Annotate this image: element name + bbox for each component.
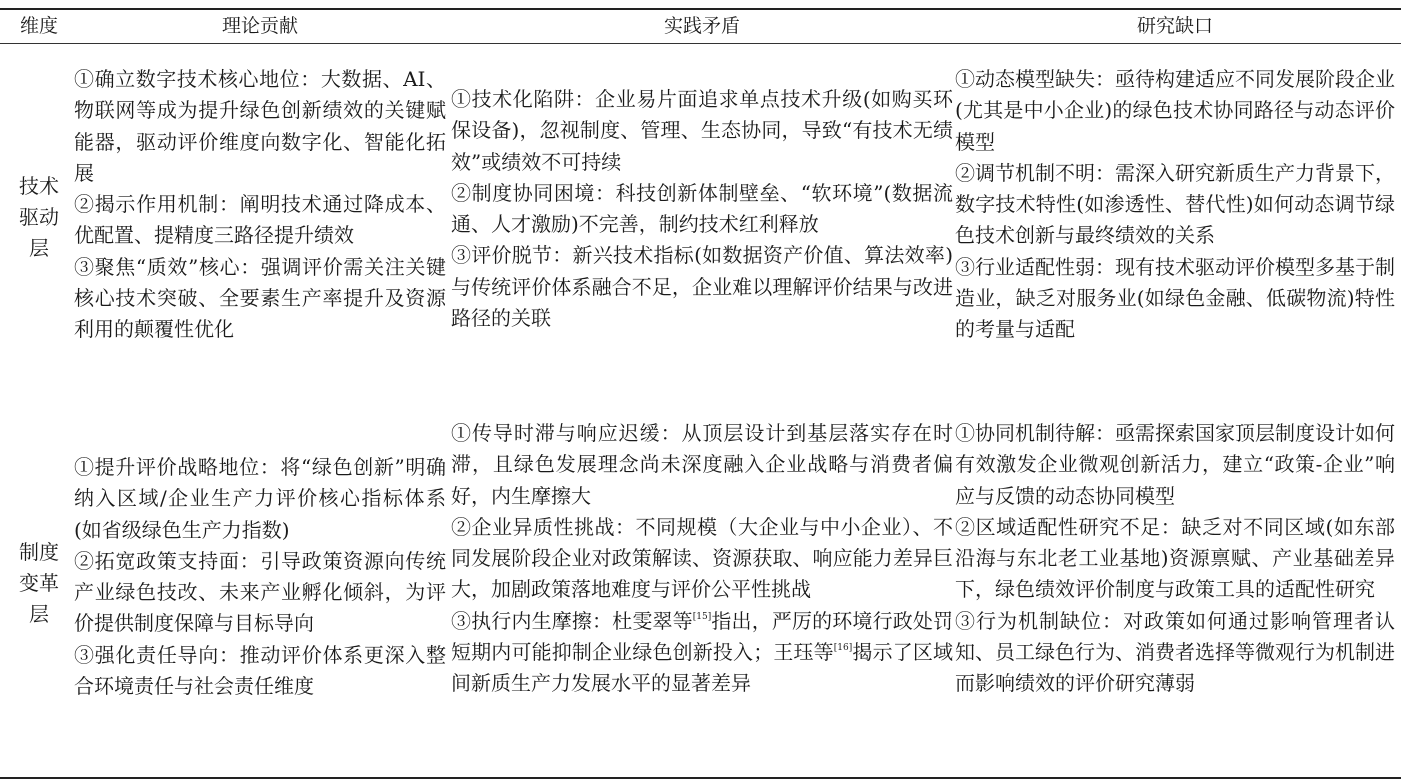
- theory-item: ①确立数字技术核心地位：大数据、AI、物联网等成为提升绿色创新绩效的关键赋能器，驱动评价维度向数字化、智能化拓展: [74, 67, 446, 185]
- header-gaps: 研究缺口: [1136, 15, 1213, 37]
- row-dimension-label: [14, 171, 64, 264]
- gap-item: ②区域适配性研究不足：缺乏对不同区域(如东部沿海与东北老工业基地)资源禀赋、产业基础差异下，绿色绩效评价制度与政策工具的适配性研究: [955, 514, 1395, 602]
- dimension-line: 层: [29, 602, 49, 626]
- practice-item: ②制度协同困境：科技创新体制壁垒、“软环境”(数据流通、人才激励)不完善，制约技术红利释放: [451, 180, 953, 237]
- dimension-line: 变革: [19, 571, 59, 595]
- citation-ref[interactable]: [15]: [692, 611, 712, 622]
- dimension-line: 技术: [19, 174, 59, 198]
- theory-item: ①提升评价战略地位：将“绿色创新”明确纳入区域/企业生产力评价核心指标体系(如省级绿色生产力指数): [74, 455, 446, 542]
- theory-cell: [74, 452, 446, 702]
- theory-item: ③聚焦“质效”核心：强调评价需关注关键核心技术突破、全要素生产率提升及资源利用的颠覆性优化: [74, 254, 446, 342]
- header-practice: 实践矛盾: [663, 15, 740, 37]
- practice-item: ①技术化陷阱：企业易片面追求单点技术升级(如购买环保设备)，忽视制度、管理、生态协同，导致“有技术无绩效”或绩效不可持续: [451, 87, 953, 174]
- practice-item: ③评价脱节：新兴技术指标(如数据资产价值、算法效率)与传统评价体系融合不足，企业难以理解评价结果与改进路径的关联: [451, 243, 953, 331]
- practice-item: ②企业异质性挑战：不同规模（大企业与中小企业）、不同发展阶段企业对政策解读、资源获取、响应能力差异巨大，加剧政策落地难度与评价公平性挑战: [451, 514, 953, 602]
- gaps-cell: [955, 418, 1395, 700]
- dimension-line: 驱动: [19, 205, 59, 229]
- gap-item: ①动态模型缺失：亟待构建适应不同发展阶段企业(尤其是中小企业)的绿色技术协同路径与动态评价模型: [955, 67, 1395, 154]
- practice-cell: [451, 418, 953, 700]
- dimension-line: 制度: [19, 540, 59, 564]
- table-header-rule: [0, 43, 1401, 44]
- gap-item: ②调节机制不明：需深入研究新质生产力背景下，数字技术特性(如渗透性、替代性)如何动态调节绿色技术创新与最终绩效的关系: [955, 160, 1395, 248]
- practice-item-text: 揭示了区域间新质生产力发展水平的显著差异: [451, 640, 954, 696]
- gap-item: ①协同机制待解：亟需探索国家顶层制度设计如何有效激发企业微观创新活力，建立“政策-企业”响应与反馈的动态协同模型: [955, 421, 1395, 508]
- gap-item: ③行业适配性弱：现有技术驱动评价模型多基于制造业，缺乏对服务业(如绿色金融、低碳物流)特性的考量与适配: [955, 254, 1395, 342]
- dimension-line: 层: [29, 236, 49, 260]
- row-dimension-label: [14, 537, 64, 630]
- theory-item: ②拓宽政策支持面：引导政策资源向传统产业绿色技改、未来产业孵化倾斜，为评价提供制度保障与目标导向: [74, 548, 446, 636]
- table-bottom-rule: [0, 777, 1401, 779]
- header-theory: 理论贡献: [221, 15, 298, 37]
- gaps-cell: [955, 64, 1395, 346]
- header-dimension: 维度: [19, 15, 58, 37]
- practice-item: ①传导时滞与响应迟缓：从顶层设计到基层落实存在时滞，且绿色发展理念尚未深度融入企业战略与消费者偏好，内生摩擦大: [451, 421, 953, 508]
- gap-item: ③行为机制缺位：对政策如何通过影响管理者认知、员工绿色行为、消费者选择等微观行为机制进而影响绩效的评价研究薄弱: [955, 608, 1395, 696]
- citation-ref[interactable]: [16]: [833, 643, 853, 654]
- practice-item-text: ③执行内生摩擦：杜雯翠等: [451, 608, 693, 633]
- practice-cell: [451, 84, 953, 334]
- theory-item: ②揭示作用机制：阐明技术通过降成本、优配置、提精度三路径提升绩效: [74, 192, 446, 248]
- theory-item: ③强化责任导向：推动评价体系更深入整合环境责任与社会责任维度: [74, 642, 446, 699]
- table-top-rule: [0, 8, 1401, 10]
- practice-item-text: 指出，严厉的环境行政处罚短期内可能抑制企业绿色创新投入；王珏等: [451, 608, 954, 665]
- practice-item: [451, 606, 953, 700]
- theory-cell: [74, 64, 446, 346]
